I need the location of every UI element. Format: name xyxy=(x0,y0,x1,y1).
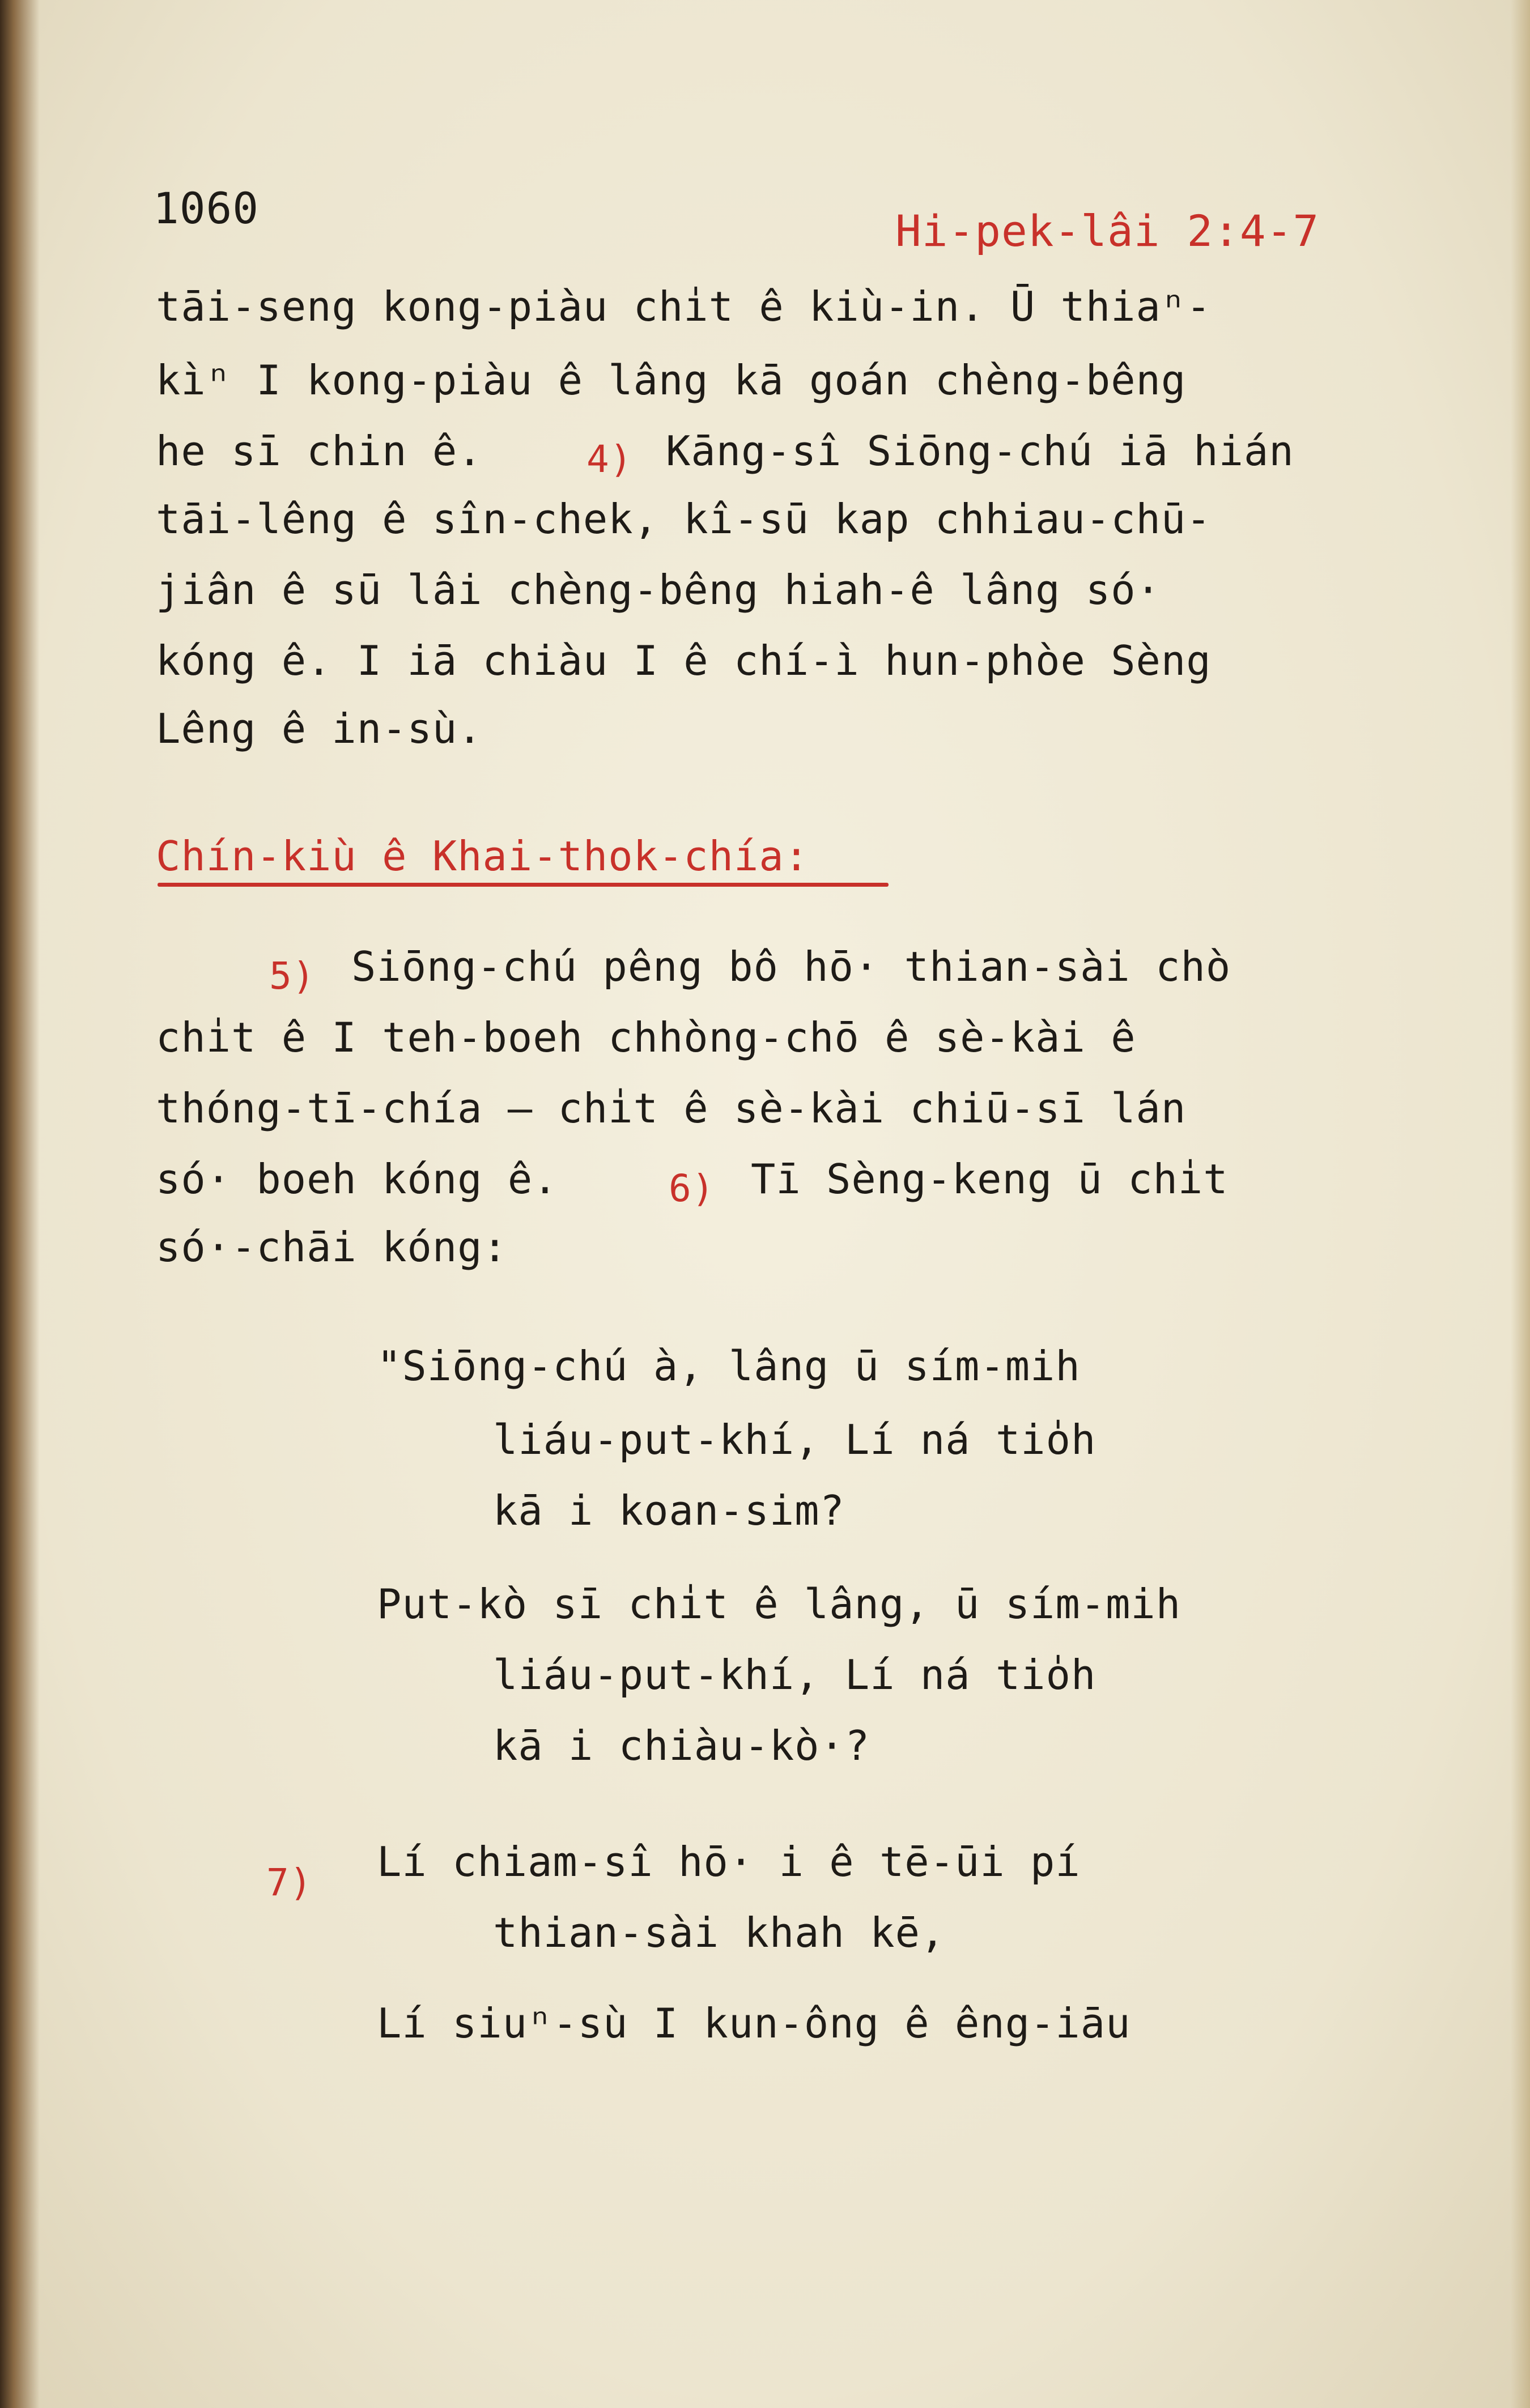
poem-line: liáu-put-khí, Lí ná tio̍h xyxy=(493,1416,1096,1463)
text-line: kóng ê. I iā chiàu I ê chí-ì hun-phòe Sèng xyxy=(156,637,1212,684)
poem-line: "Siōng-chú à, lâng ū sím-mih xyxy=(377,1342,1081,1390)
running-title: Hi-pek-lâi 2:4-7 xyxy=(895,206,1320,256)
heading-underline xyxy=(158,883,889,887)
poem-line: thian-sài khah kē, xyxy=(493,1909,946,1956)
page-number: 1060 xyxy=(153,183,260,233)
verse-number: 5) xyxy=(269,954,316,998)
poem-line: Lí chiam-sî hō· i ê tē-ūi pí xyxy=(377,1838,1081,1886)
text-line: kìⁿ I kong-piàu ê lâng kā goán chèng-bêng xyxy=(156,356,1187,404)
text-line: Tī Sèng-keng ū chi̍t xyxy=(751,1155,1229,1203)
poem-line: kā i chiàu-kò·? xyxy=(493,1722,870,1769)
poem-line: Put-kò sī chi̍t ê lâng, ū sím-mih xyxy=(377,1580,1182,1628)
text-line: Siōng-chú pêng bô hō· thian-sài chò xyxy=(351,943,1231,990)
verse-number: 4) xyxy=(586,437,633,481)
text-line: tāi-seng kong-piàu chi̍t ê kiù-in. Ū thiaⁿ- xyxy=(156,283,1212,330)
poem-line: Lí siuⁿ-sù I kun-ông ê êng-iāu xyxy=(377,1999,1131,2047)
binding-shadow xyxy=(0,0,40,2408)
text-line: he sī chin ê. xyxy=(156,427,483,475)
text-line: thóng-tī-chía — chi̍t ê sè-kài chiū-sī lán xyxy=(156,1084,1187,1132)
poem-line: kā i koan-sim? xyxy=(493,1487,845,1534)
text-line: Kāng-sî Siōng-chú iā hián xyxy=(666,427,1294,475)
section-heading: Chín-kiù ê Khai-thok-chía: xyxy=(156,832,810,880)
text-line: só· boeh kóng ê. xyxy=(156,1155,558,1203)
text-line: jiân ê sū lâi chèng-bêng hiah-ê lâng só· xyxy=(156,566,1161,614)
page-edge xyxy=(1511,0,1530,2408)
text-line: só·-chāi kóng: xyxy=(156,1223,508,1271)
text-line: Lêng ê in-sù. xyxy=(156,705,483,752)
poem-line: liáu-put-khí, Lí ná tio̍h xyxy=(493,1651,1096,1699)
verse-number: 6) xyxy=(669,1167,715,1210)
verse-number: 7) xyxy=(266,1861,313,1904)
text-line: tāi-lêng ê sîn-chek, kî-sū kap chhiau-chū- xyxy=(156,495,1212,543)
text-line: chi̍t ê I teh-boeh chhòng-chō ê sè-kài ê xyxy=(156,1014,1136,1061)
